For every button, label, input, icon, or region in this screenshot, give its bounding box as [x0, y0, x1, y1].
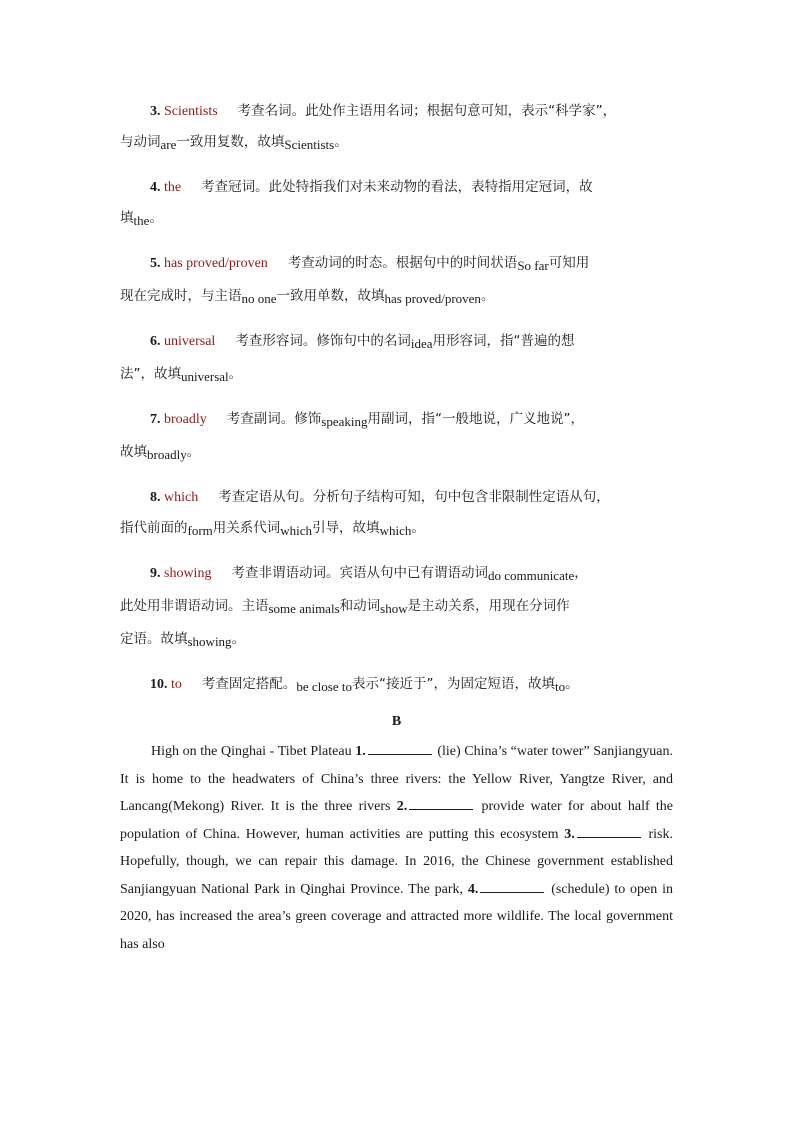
- explanation-text: 引导，故填: [312, 520, 380, 536]
- question-number: 7.: [150, 412, 164, 427]
- answer-word: showing: [164, 566, 212, 581]
- explanation-text: 表示“接近于”，为固定短语，故填: [351, 676, 555, 692]
- english-term: show: [380, 601, 408, 616]
- explanation-text: 考查非谓语动词。宾语从句中已有谓语动词: [231, 565, 488, 581]
- answer-line: [120, 437, 673, 470]
- english-term: broadly: [147, 447, 187, 462]
- section-heading: B: [391, 714, 402, 729]
- answer-word: the: [164, 180, 182, 195]
- passage-segment: (lie) China’s “water tower” Sanjiangyuan. It is home to the headwaters of China’s three rivers: the Yellow River, Yangtze River, and Lancang(Mekong) River. It is the three rivers: [120, 744, 673, 814]
- answer-word: which: [164, 490, 199, 505]
- answer-line: [120, 624, 673, 657]
- answer-item: [120, 404, 673, 470]
- answer-item: [120, 669, 673, 702]
- explanation-text: 用关系代词: [212, 520, 281, 536]
- blank-number: 2.: [396, 799, 408, 814]
- english-term: speaking: [321, 414, 368, 429]
- explanation-text: ，: [574, 565, 588, 581]
- answer-blank[interactable]: [368, 742, 432, 755]
- english-term: has proved/proven: [384, 291, 481, 306]
- english-term: form: [187, 523, 213, 538]
- english-term: the: [133, 213, 150, 228]
- explanation-text: 一致用单数，故填: [276, 288, 385, 304]
- english-term: So far: [517, 258, 549, 273]
- english-term: which: [379, 523, 412, 538]
- explanation-text: 考查形容词。修饰句中的名词: [235, 333, 411, 349]
- english-term: some animals: [268, 601, 340, 616]
- answer-item: [120, 248, 673, 314]
- explanation-text: 定语。故填: [120, 631, 188, 647]
- explanation-text: 用形容词，指“普遍的想: [432, 333, 575, 349]
- answer-line: [120, 482, 673, 513]
- english-term: showing: [187, 634, 232, 649]
- answer-item: [120, 172, 673, 236]
- blank-number: 1.: [355, 744, 366, 759]
- explanation-text: 指代前面的: [120, 520, 188, 536]
- answer-line: [120, 281, 673, 314]
- answer-word: universal: [164, 334, 216, 349]
- explanation-text: 法”，故填: [120, 366, 181, 382]
- explanation-text: 。: [480, 288, 495, 304]
- answer-word: has proved/proven: [164, 256, 268, 271]
- answer-line: [120, 669, 673, 702]
- explanation-text: 填: [120, 210, 134, 226]
- answer-line: [120, 591, 673, 624]
- answer-item: [120, 326, 673, 392]
- question-number: 9.: [150, 566, 164, 581]
- explanation-text: 此处用非谓语动词。主语: [120, 598, 269, 614]
- answer-word: broadly: [164, 412, 207, 427]
- answer-item: [120, 558, 673, 657]
- answer-line: [120, 127, 673, 160]
- answer-word: to: [171, 677, 182, 692]
- question-number: 5.: [150, 256, 164, 271]
- document-content: [120, 96, 673, 958]
- answer-explanations: [120, 96, 673, 702]
- answer-blank[interactable]: [577, 825, 641, 838]
- explanation-text: 考查名词。此处作主语用名词；根据句意可知，表示“科学家”，: [237, 103, 617, 119]
- english-term: universal: [181, 369, 229, 384]
- passage-text: [120, 738, 673, 958]
- explanation-text: 故填: [120, 444, 147, 460]
- explanation-text: 考查冠词。此处特指我们对未来动物的看法，表特指用定冠词，故: [201, 179, 593, 195]
- answer-line: [120, 558, 673, 591]
- answer-item: [120, 96, 673, 160]
- question-number: 10.: [150, 677, 171, 692]
- passage-segment: risk. Hopefully, though, we can repair this damage. In 2016, the Chinese government established Sanjiangyuan National Park in Qinghai Province. The park,: [120, 826, 674, 897]
- explanation-text: 和动词: [339, 598, 381, 614]
- english-term: are: [160, 137, 177, 152]
- english-term: which: [280, 523, 313, 538]
- explanation-text: 考查定语从句。分析句子结构可知，句中包含非限制性定语从句，: [218, 489, 610, 505]
- english-term: no one: [241, 291, 277, 306]
- question-number: 4.: [150, 180, 164, 195]
- explanation-text: 。: [565, 676, 579, 692]
- explanation-text: 。: [411, 520, 425, 536]
- answer-line: [120, 203, 673, 236]
- answer-line: [120, 248, 673, 281]
- explanation-text: 与动词: [120, 134, 161, 150]
- passage-segment: High on the Qinghai - Tibet Plateau: [151, 744, 356, 759]
- english-term: be close to: [296, 679, 352, 694]
- blank-number: 3.: [564, 826, 575, 842]
- passage-segment: (schedule) to open in 2020, has increased the area’s green coverage and attracted more wildlife. The local government has also: [120, 881, 673, 952]
- answer-line: [120, 404, 673, 437]
- explanation-text: 。: [149, 210, 163, 226]
- explanation-text: 一致用复数，故填: [176, 134, 285, 150]
- question-number: 8.: [150, 490, 164, 505]
- explanation-text: 现在完成时，与主语: [120, 288, 242, 304]
- english-term: to: [554, 679, 566, 694]
- explanation-text: 。: [186, 444, 201, 460]
- english-term: idea: [410, 336, 433, 351]
- english-term: Scientists: [284, 137, 335, 152]
- explanation-text: 考查固定搭配。: [201, 676, 297, 692]
- explanation-text: 用副词，指“一般地说，广义地说”，: [367, 411, 584, 427]
- explanation-text: 可知用: [548, 255, 590, 271]
- explanation-text: 。: [228, 366, 243, 382]
- question-number: 6.: [150, 334, 164, 349]
- question-number: 3.: [150, 104, 164, 119]
- answer-blank[interactable]: [409, 797, 473, 810]
- passage-segment: provide water for about half the population of China. However, human activities are putting this ecosystem: [120, 799, 674, 842]
- answer-line: [120, 359, 673, 392]
- explanation-text: 考查副词。修饰: [226, 411, 322, 427]
- english-term: do communicate: [487, 568, 575, 583]
- blank-number: 4.: [467, 881, 479, 897]
- explanation-text: 。: [334, 134, 348, 150]
- answer-blank[interactable]: [480, 880, 544, 893]
- answer-line: [120, 326, 673, 359]
- explanation-text: 考查动词的时态。根据句中的时间状语: [287, 255, 518, 271]
- answer-word: Scientists: [164, 104, 218, 119]
- explanation-text: 。: [231, 631, 246, 647]
- answer-line: [120, 96, 673, 127]
- answer-line: [120, 513, 673, 546]
- explanation-text: 是主动关系，用现在分词作: [407, 598, 570, 614]
- answer-line: [120, 172, 673, 203]
- answer-item: [120, 482, 673, 546]
